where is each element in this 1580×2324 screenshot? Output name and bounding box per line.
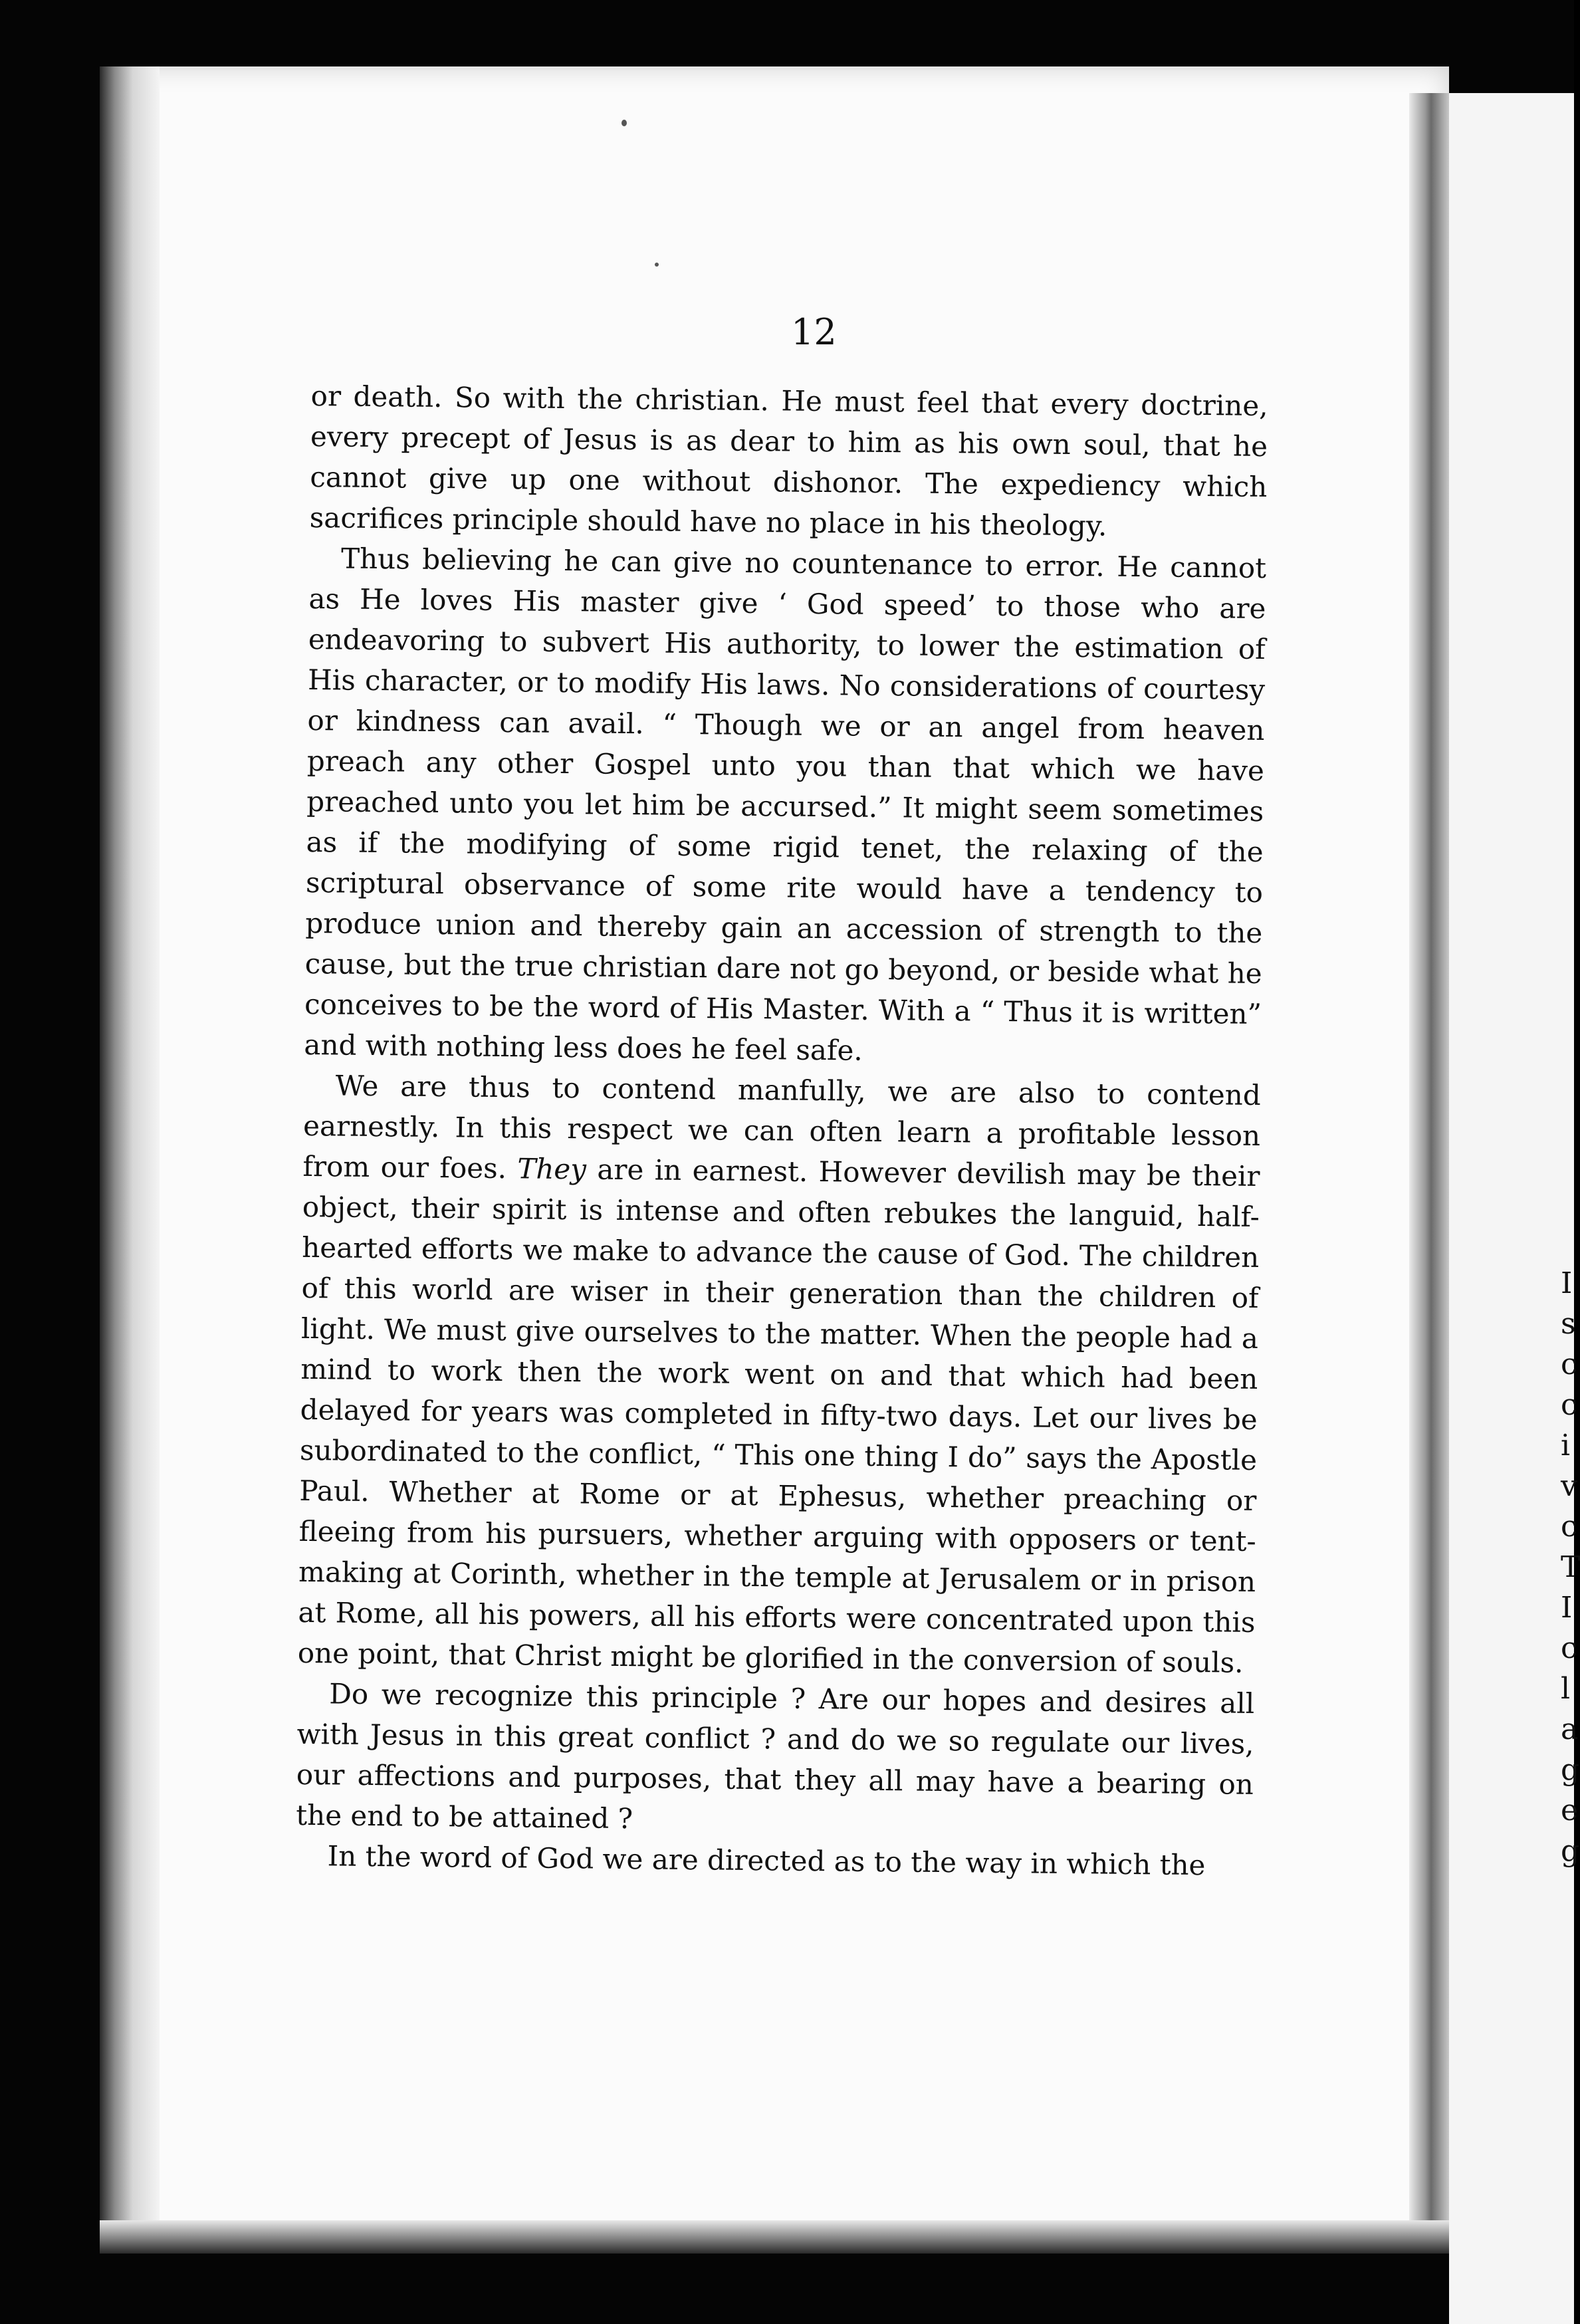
paragraph	[298, 1065, 1262, 1683]
page-left-edge-shadow	[100, 66, 160, 2254]
page-bottom-edge-shadow	[100, 2220, 1449, 2254]
facing-fragment: T	[1561, 1550, 1580, 1584]
page-number: 12	[791, 311, 837, 353]
facing-page-edge	[1449, 93, 1580, 2324]
facing-fragment: s	[1561, 1307, 1576, 1341]
book-gutter	[1409, 93, 1449, 2247]
paragraph-text: We are thus to contend manfully, we are also to contend earnestly. In this respect we can often learn a profitable lesson from our foes.	[302, 1069, 1261, 1185]
facing-fragment: I	[1561, 1591, 1573, 1625]
page-body-text	[295, 376, 1268, 1886]
facing-fragment: l	[1561, 1672, 1571, 1706]
paragraph: In the word of God we are directed as to the way in which the	[327, 1839, 1206, 1882]
paragraph-text: are in earnest. However devilish may be their object, their spirit is intense and often rebukes the languid, half-hearted efforts we make to advance the cause of God. The children of this world are wiser in their generation than the children of light. We must give ourselves to the matter. When the people had a mind to work then the work went on and that which had been delayed for years was completed in fifty-two days. Let our lives be subordinated to the conflict, “ This one thing I do” says the Apostle Paul. Whether at Rome or at Ephesus, whether preaching or fleeing from his pursuers, whether arguing with opposers or tent-making at Corinth, whether in the temple at Jerusalem or in prison at Rome, all his powers, all his efforts were concentrated upon this one point, that Christ might be glorified in the conversion of souls.	[297, 1153, 1260, 1679]
facing-fragment: g	[1561, 1753, 1580, 1787]
paragraph: Do we recognize this principle ? Are our hopes and desires all with Jesus in this great conflict ? and do we so regulate our lives, our affections and purposes, that they all may have a bearing on the end to be attained ?	[296, 1677, 1255, 1835]
emphasized-word: They	[517, 1152, 587, 1186]
print-speck	[621, 120, 627, 126]
print-speck	[655, 263, 659, 267]
facing-fragment: c	[1561, 1510, 1577, 1544]
facing-fragment: I	[1561, 1266, 1573, 1300]
facing-page-fragments	[1561, 1263, 1580, 1871]
facing-fragment: a	[1561, 1712, 1579, 1746]
facing-fragment: c	[1561, 1347, 1577, 1381]
facing-fragment: i	[1561, 1429, 1571, 1462]
facing-fragment: c	[1561, 1631, 1577, 1665]
paragraph: Thus believing he can give no countenance to error. He cannot as He loves His master give ‘ God speed’ to those who are endeavoring to subvert His authority, to lower the estimation of His character, or to modify His laws. No considerations of courtesy or kindness can avail. “ Though we or an angel from heaven preach any other Gospel unto you than that which we have preached unto you let him be accursed.” It might seem sometimes as if the modifying of some rigid tenet, the relaxing of the scriptural observance of some rite would have a tendency to produce union and thereby gain an accession of strength to the cause, but the true christian dare not go beyond, or beside what he conceives to be the word of His Master. With a “ Thus it is written” and with nothing less does he feel safe.	[304, 542, 1267, 1067]
facing-fragment: v	[1561, 1469, 1577, 1503]
facing-fragment: c	[1561, 1388, 1577, 1422]
facing-fragment: g	[1561, 1834, 1580, 1868]
facing-fragment: e	[1561, 1794, 1579, 1827]
paragraph: or death. So with the christian. He must feel that every doctrine, every precept of Jesus is as dear to him as his own soul, that he cannot give up one without dishonor. The expediency which sacrifices principle should have no place in his theology.	[309, 379, 1268, 542]
